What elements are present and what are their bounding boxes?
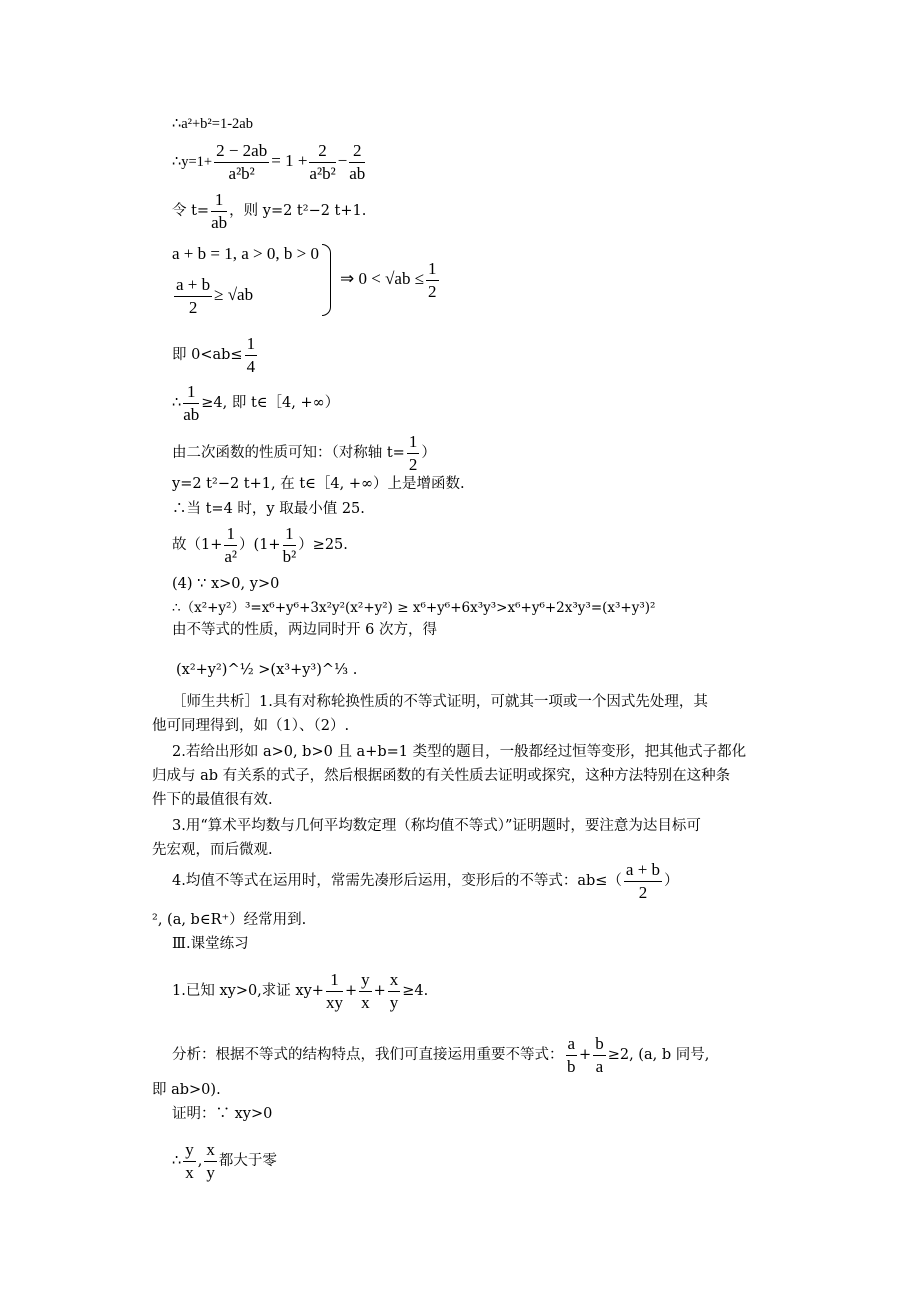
expr-text: + (344, 983, 358, 999)
expr-text: ∴y=1+ (172, 154, 213, 170)
expr-text: ≥4, 即 t∈［4, +∞） (201, 395, 340, 411)
fraction: $\frac{x}{y}$ (206, 1139, 215, 1182)
expr-text: 由二次函数的性质可知：（对称轴 t= (172, 445, 405, 461)
fraction: $\frac{1}{ab}$ (183, 381, 200, 424)
line-13: 由不等式的性质，两边同时开 6 次方，得 (172, 622, 437, 638)
fraction: $\frac{2}{ab}$ (349, 140, 366, 183)
para-2c: 件下的最值很有效. (152, 792, 273, 808)
analysis-2: 即 ab>0). (152, 1082, 221, 1098)
expr-text: 分析：根据不等式的结构特点，我们可直接运用重要不等式： (172, 1047, 564, 1063)
expr-text: ∴ (172, 395, 182, 411)
expr-text: ∴ (172, 1153, 182, 1169)
para-1b: 他可同理得到，如（1）、（2）. (152, 718, 350, 734)
line-3 (172, 186, 366, 236)
expr-text: 令 t= (172, 203, 210, 219)
expr-text: ⇒ 0 < √ab ≤ (340, 269, 425, 288)
line-2 (172, 136, 367, 187)
expr-text: − (337, 151, 348, 170)
expr-text: ≥2, (a, b 同号, (607, 1047, 710, 1063)
expr-text: 都大于零 (218, 1153, 277, 1169)
para-3a: 3.用“算术平均数与几何平均数定理（称均值不等式）”证明题时，要注意为达目标可 (172, 818, 701, 834)
fraction: $\frac{1}{4}$ (246, 333, 256, 376)
line-14: (x²+y²)^½ >(x³+y³)^⅓ . (176, 662, 358, 678)
fraction: $\frac{b}{a}$ (595, 1033, 604, 1076)
expr-text: ≥4. (402, 983, 429, 999)
expr-text: 1.已知 xy>0,求证 xy+ (172, 983, 324, 999)
fraction: $\frac{a + b}{2}$ (625, 859, 661, 902)
fraction: $\frac{2}{\text{a²b²}}$ (309, 140, 336, 183)
para-4a (172, 856, 679, 906)
expr-text: ）≥25. (298, 537, 348, 553)
section-heading: Ⅲ.课堂练习 (172, 936, 249, 952)
para-3b: 先宏观，而后微观. (152, 842, 273, 858)
exercise-1 (172, 966, 428, 1016)
line-11: (4) ∵ x>0, y>0 (172, 576, 280, 592)
line-4a: a + b = 1, a > 0, b > 0 (172, 244, 319, 263)
fraction: $\frac{1}{ab}$ (211, 189, 228, 232)
fraction: $\frac{1}{xy}$ (325, 969, 343, 1012)
expr-text: = 1 + (271, 151, 308, 170)
expr-text: , (197, 1153, 203, 1169)
para-1a: ［师生共析］1.具有对称轮换性质的不等式证明，可就其一项或一个因式先处理，其 (172, 694, 708, 710)
para-2b: 归成与 ab 有关系的式子，然后根据函数的有关性质去证明或探究，这种方法特别在这种条 (152, 768, 731, 784)
line-4c (340, 254, 441, 305)
fraction: $\frac{x}{y}$ (389, 969, 399, 1012)
expr-text: + (373, 983, 386, 999)
fraction: $\frac{1}{2}$ (408, 431, 418, 474)
line-12: ∴（x²+y²）³=x⁶+y⁶+3x²y²(x²+y²) ≥ x⁶+y⁶+6x³y³>x⁶+y⁶+2x³y³=(x³+y³)² (172, 600, 656, 616)
para-2a: 2.若给出形如 a>0, b>0 且 a+b=1 类型的题目，一般都经过恒等变形，把其他式子都化 (172, 744, 747, 760)
brace (322, 244, 331, 316)
expr-text: ） (421, 445, 436, 461)
expr-text: 故（1+ (172, 537, 223, 553)
fraction: $\frac{1}{\text{a²}}$ (224, 523, 238, 566)
expr-text: + (579, 1047, 592, 1063)
line-10 (172, 520, 348, 570)
fraction: $\frac{y}{x}$ (185, 1139, 194, 1182)
line-5 (172, 330, 259, 380)
proof-2 (172, 1136, 277, 1186)
fraction: $\frac{a}{b}$ (567, 1033, 576, 1076)
expr-text: 4.均值不等式在运用时，常需先凑形后运用，变形后的不等式：ab≤（ (172, 873, 622, 889)
expr-text: 即 0<ab≤ (172, 347, 243, 363)
line-4b (172, 270, 253, 321)
line-6 (172, 378, 339, 428)
para-4b: ², (a, b∈R⁺）经常用到. (152, 912, 307, 928)
expr-text: ，则 y=2 t²−2 t+1. (229, 203, 367, 219)
fraction: $\frac{y}{x}$ (361, 969, 370, 1012)
expr-text: ）(1+ (239, 537, 281, 553)
analysis-1 (172, 1030, 709, 1080)
fraction: $\frac{1}{2}$ (428, 258, 437, 301)
fraction: $\frac{a + b}{2}$ (176, 274, 211, 317)
fraction: $\frac{1}{\text{b²}}$ (282, 523, 297, 566)
line-1: ∴a²+b²=1-2ab (172, 116, 253, 132)
fraction: $\frac{2 - 2ab}{\text{a²b²}}$ (216, 140, 268, 183)
line-7 (172, 428, 436, 478)
line-9: ∴当 t=4 时，y 取最小值 25. (172, 501, 365, 517)
line-8: y=2 t²−2 t+1, 在 t∈［4, +∞）上是增函数. (172, 476, 465, 492)
expr-text: ） (664, 873, 679, 889)
proof-1: 证明：∵ xy>0 (172, 1106, 273, 1122)
expr-text: ≥ √ab (214, 285, 254, 304)
